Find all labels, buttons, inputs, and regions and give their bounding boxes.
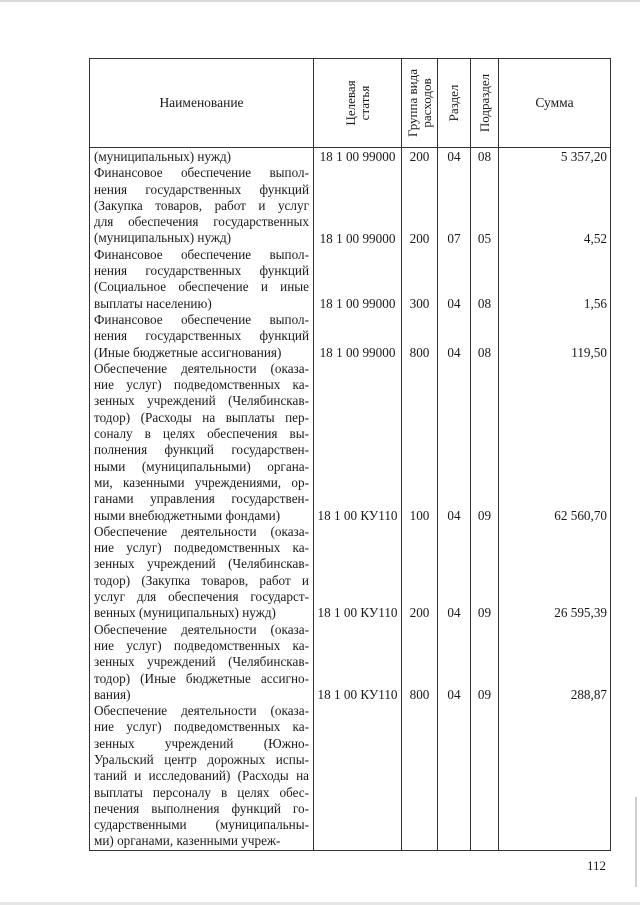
name-line: сударственными (муниципальны- — [94, 817, 309, 833]
name-line: вания) — [94, 686, 131, 702]
name-line: Финансовое обеспечение выпол- — [94, 165, 309, 181]
name-line: (муниципальных) нужд) — [94, 149, 232, 164]
header-section-text: Раздел — [446, 84, 461, 122]
page-number: 112 — [587, 858, 607, 873]
name-line: Финансовое обеспечение выпол- — [94, 246, 309, 262]
name-line: Обеспечение деятельности (оказа- — [94, 703, 309, 719]
target-article-cell: 18 1 00 99000 — [319, 230, 396, 246]
name-line: зенных учреждений (Южно- — [94, 735, 309, 751]
table-header-row — [90, 59, 611, 148]
name-line: тодор) (Закупка товаров, работ и — [94, 572, 309, 588]
name-line: ние услуг) подведомственных ка- — [94, 719, 309, 735]
name-line: Финансовое обеспечение выпол- — [94, 311, 309, 327]
name-line: полнения функций государствен- — [94, 442, 309, 458]
scan-mark-right — [635, 797, 637, 887]
subsection-cell: 08 — [477, 295, 492, 311]
name-line: ными внебюджетными фондами) — [94, 507, 281, 523]
name-line: выплаты населению) — [94, 295, 212, 311]
section-cell: 04 — [447, 507, 461, 523]
name-line: зенных учреждений (Челябинскав- — [94, 654, 309, 670]
name-line: (Социальное обеспечение и иные — [94, 279, 309, 295]
name-line: таний и исследований) (Расходы на — [94, 768, 309, 784]
name-line: (Иные бюджетные ассигнования) — [94, 344, 282, 360]
header-section — [438, 59, 471, 148]
sum-cell: 119,50 — [571, 344, 607, 360]
expense-group-cell: 800 — [409, 686, 430, 702]
name-column — [90, 148, 314, 851]
budget-table — [89, 58, 611, 851]
header-target-article — [314, 59, 402, 148]
name-line: соналу в целях обеспечения вы- — [94, 426, 309, 442]
name-line: для обеспечения государственных — [94, 214, 309, 230]
name-line: Обеспечение деятельности (оказа- — [94, 360, 309, 376]
name-line: печения выполнения функций го- — [94, 800, 309, 816]
subsection-column — [471, 148, 499, 851]
name-line: ганами управления государствен- — [94, 491, 309, 507]
expense-group-cell: 200 — [409, 605, 430, 621]
name-line: зенных учреждений (Челябинскав- — [94, 393, 309, 409]
name-line: ми) органами, казенными учреж- — [94, 833, 281, 849]
subsection-cell: 05 — [477, 230, 492, 246]
target-article-cell: 18 1 00 99000 — [319, 149, 396, 164]
target-article-column — [314, 148, 402, 851]
subsection-cell: 09 — [477, 507, 492, 523]
name-line: зенных учреждений (Челябинскав- — [94, 556, 309, 572]
header-expense-group — [402, 59, 438, 148]
sum-cell: 5 357,20 — [560, 149, 607, 164]
name-line: венных (муниципальных) нужд) — [94, 605, 276, 621]
name-line: ние услуг) подведомственных ка- — [94, 377, 309, 393]
expense-group-cell: 200 — [409, 149, 430, 164]
name-line: (муниципальных) нужд) — [94, 230, 232, 246]
name-line: Обеспечение деятельности (оказа- — [94, 621, 309, 637]
section-column — [438, 148, 471, 851]
section-cell: 04 — [447, 686, 461, 702]
sum-cell: 62 560,70 — [554, 507, 607, 523]
name-line: нения государственных функций — [94, 181, 309, 197]
section-cell: 04 — [447, 295, 461, 311]
name-line: тодор) (Расходы на выплаты пер- — [94, 409, 309, 425]
section-cell: 07 — [447, 230, 461, 246]
name-line: ми, казенными учреждениями, ор- — [94, 474, 309, 490]
name-line: (Закупка товаров, работ и услуг — [94, 197, 309, 213]
name-line: выплаты персоналу в целях обес- — [94, 784, 309, 800]
header-name: Наименование — [90, 59, 314, 148]
name-line: Обеспечение деятельности (оказа- — [94, 523, 309, 539]
target-article-cell: 18 1 00 КУ110 — [317, 686, 398, 702]
name-line: ние услуг) подведомственных ка- — [94, 637, 309, 653]
expense-group-cell: 300 — [409, 295, 430, 311]
target-article-cell: 18 1 00 99000 — [319, 295, 396, 311]
expense-group-cell: 100 — [409, 507, 430, 523]
header-expense-group-line-1: Группа вида — [404, 69, 420, 137]
header-subsection — [471, 59, 499, 148]
expense-group-cell: 800 — [409, 344, 430, 360]
sum-cell: 4,52 — [583, 230, 607, 246]
sum-column — [499, 148, 611, 851]
target-article-cell: 18 1 00 КУ110 — [317, 605, 398, 621]
name-line: нения государственных функций — [94, 263, 309, 279]
subsection-cell: 09 — [477, 605, 492, 621]
header-expense-group-line-2: расходов — [418, 78, 434, 128]
target-article-cell: 18 1 00 КУ110 — [317, 507, 398, 523]
name-line: Уральский центр дорожных испы- — [94, 751, 309, 767]
subsection-cell: 08 — [477, 149, 492, 164]
name-line: нения государственных функций — [94, 328, 309, 344]
name-line: ными (муниципальными) органа- — [94, 458, 309, 474]
name-line: ние услуг) подведомственных ка- — [94, 540, 309, 556]
section-cell: 04 — [447, 149, 461, 164]
section-cell: 04 — [447, 605, 461, 621]
header-target-article-line-2: статья — [356, 85, 372, 121]
header-subsection-text: Подраздел — [476, 73, 492, 133]
expense-group-cell: 200 — [409, 230, 430, 246]
table-body-row — [90, 148, 611, 851]
name-line: тодор) (Иные бюджетные ассигно- — [94, 670, 309, 686]
subsection-cell: 08 — [477, 344, 492, 360]
sum-cell: 1,56 — [583, 295, 607, 311]
sum-cell: 288,87 — [570, 686, 607, 702]
section-cell: 04 — [447, 344, 461, 360]
header-sum: Сумма — [499, 59, 611, 148]
header-target-article-line-1: Целевая — [342, 80, 358, 126]
target-article-cell: 18 1 00 99000 — [319, 344, 396, 360]
expense-group-column — [402, 148, 438, 851]
name-line: услуг для обеспечения государст- — [94, 589, 309, 605]
scan-edge-top — [0, 0, 640, 2]
sum-cell: 26 595,39 — [554, 605, 607, 621]
subsection-cell: 09 — [477, 686, 492, 702]
